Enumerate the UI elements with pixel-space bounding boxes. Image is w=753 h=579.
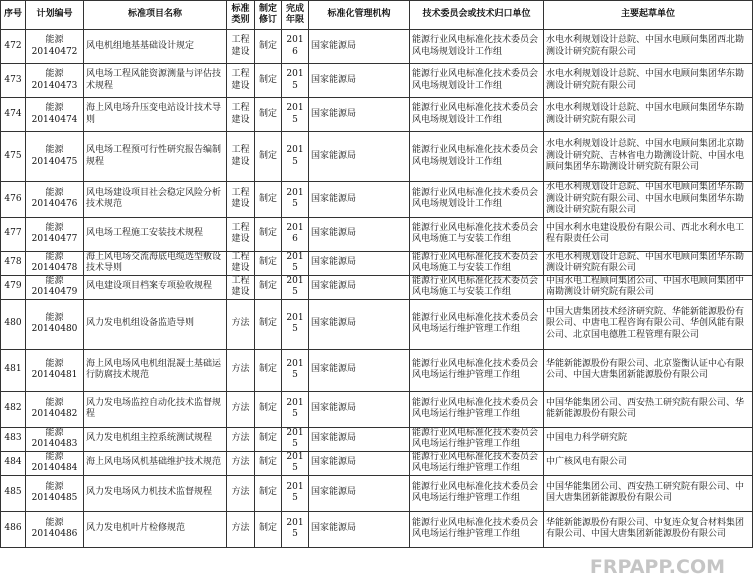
cell-name: 风电场工程风能资源测量与评估技术规程 bbox=[84, 64, 227, 98]
cell-year: 2015 bbox=[282, 299, 309, 349]
plan-number: 20140473 bbox=[31, 80, 78, 91]
cell-org: 国家能源局 bbox=[309, 251, 410, 275]
plan-prefix: 能源 bbox=[45, 187, 64, 198]
cell-plan bbox=[26, 299, 84, 349]
header-rev: 制定修订 bbox=[255, 1, 282, 30]
cell-tc: 能源行业风电标准化技术委员会风电场运行维护管理工作组 bbox=[410, 427, 544, 451]
plan-number: 20140484 bbox=[31, 463, 78, 473]
plan-prefix: 能源 bbox=[45, 517, 64, 528]
cell-drafter: 中国华能集团公司、西安热工研究院有限公司、中国大唐集团新能源股份有限公司 bbox=[544, 475, 753, 511]
cell-no: 475 bbox=[1, 132, 26, 182]
table-row bbox=[1, 98, 753, 132]
table-row bbox=[1, 349, 753, 391]
cell-no: 474 bbox=[1, 98, 26, 132]
cell-type: 方法 bbox=[227, 391, 255, 427]
cell-rev: 制定 bbox=[255, 98, 282, 132]
cell-drafter: 中国水利水电建设股份有限公司、西北水利水电工程有限责任公司 bbox=[544, 217, 753, 251]
cell-type: 方法 bbox=[227, 451, 255, 475]
plan-prefix: 能源 bbox=[45, 397, 64, 408]
cell-rev: 制定 bbox=[255, 132, 282, 182]
cell-year: 2015 bbox=[282, 64, 309, 98]
cell-tc: 能源行业风电标准化技术委员会风电场运行维护管理工作组 bbox=[410, 451, 544, 475]
cell-org: 国家能源局 bbox=[309, 427, 410, 451]
cell-org: 国家能源局 bbox=[309, 511, 410, 547]
cell-name: 风电场工程施工安装技术规程 bbox=[84, 217, 227, 251]
cell-plan bbox=[26, 64, 84, 98]
plan-number: 20140485 bbox=[31, 493, 78, 503]
cell-rev: 制定 bbox=[255, 182, 282, 218]
cell-plan bbox=[26, 427, 84, 451]
cell-type: 工程建设 bbox=[227, 64, 255, 98]
plan-number: 20140481 bbox=[31, 370, 78, 380]
cell-no: 481 bbox=[1, 349, 26, 391]
header-tc: 技术委员会或技术归口单位 bbox=[410, 1, 544, 30]
cell-no: 476 bbox=[1, 182, 26, 218]
cell-name: 风力发电场监控自动化技术监督规程 bbox=[84, 391, 227, 427]
plan-prefix: 能源 bbox=[45, 103, 64, 113]
cell-drafter: 水电水利规划设计总院、中国水电顾问集团华东勘测设计研究院有限公司 bbox=[544, 251, 753, 275]
table-row bbox=[1, 251, 753, 275]
cell-type: 工程建设 bbox=[227, 30, 255, 64]
cell-drafter: 中国水电工程顾问集团公司、中国水电顾问集团中南勘测设计研究院有限公司 bbox=[544, 275, 753, 299]
cell-no: 478 bbox=[1, 251, 26, 275]
cell-type: 工程建设 bbox=[227, 217, 255, 251]
table-row bbox=[1, 275, 753, 299]
cell-year: 2015 bbox=[282, 132, 309, 182]
cell-drafter: 水电水利规划设计总院、中国水电顾问集团华东勘测设计研究院有限公司、中国水电顾问集团华东勘测设计研究院有限公司 bbox=[544, 182, 753, 218]
plan-prefix: 能源 bbox=[45, 251, 64, 262]
plan-prefix: 能源 bbox=[45, 481, 64, 492]
cell-no: 482 bbox=[1, 391, 26, 427]
cell-type: 方法 bbox=[227, 299, 255, 349]
header-type: 标准类别 bbox=[227, 1, 255, 30]
plan-number: 20140486 bbox=[31, 529, 78, 539]
cell-name: 海上风电场交流海底电缆选型敷设技术导则 bbox=[84, 251, 227, 275]
cell-year: 2015 bbox=[282, 98, 309, 132]
header-no: 序号 bbox=[1, 1, 26, 30]
cell-no: 483 bbox=[1, 427, 26, 451]
cell-org: 国家能源局 bbox=[309, 299, 410, 349]
plan-prefix: 能源 bbox=[45, 358, 64, 369]
cell-rev: 制定 bbox=[255, 275, 282, 299]
cell-plan bbox=[26, 391, 84, 427]
table-row bbox=[1, 132, 753, 182]
cell-org: 国家能源局 bbox=[309, 98, 410, 132]
cell-no: 486 bbox=[1, 511, 26, 547]
cell-name: 海上风电场升压变电站设计技术导则 bbox=[84, 98, 227, 132]
cell-plan bbox=[26, 251, 84, 275]
cell-rev: 制定 bbox=[255, 30, 282, 64]
cell-name: 风力发电机叶片检修规范 bbox=[84, 511, 227, 547]
plan-number: 20140477 bbox=[31, 234, 78, 244]
cell-drafter: 水电水利规划设计总院、中国水电顾问集团北京勘测设计研究院、吉林省电力勘测设计院、中国水电顾问集团华东勘测设计研究院有限公司 bbox=[544, 132, 753, 182]
table-row bbox=[1, 217, 753, 251]
cell-tc: 能源行业风电标准化技术委员会风电场规划设计工作组 bbox=[410, 30, 544, 64]
cell-drafter: 华能新能源股份有限公司、中复连众复合材料集团有限公司、中国大唐集团新能源股份有限公司 bbox=[544, 511, 753, 547]
cell-org: 国家能源局 bbox=[309, 275, 410, 299]
cell-name: 风电场工程预可行性研究报告编制规程 bbox=[84, 132, 227, 182]
cell-rev: 制定 bbox=[255, 299, 282, 349]
cell-tc: 能源行业风电标准化技术委员会风电场运行维护管理工作组 bbox=[410, 475, 544, 511]
cell-year: 2015 bbox=[282, 182, 309, 218]
cell-name: 海上风电场风机基础维护技术规范 bbox=[84, 451, 227, 475]
plan-number: 20140474 bbox=[31, 114, 78, 125]
table-row bbox=[1, 299, 753, 349]
cell-name: 风力发电机组设备监造导则 bbox=[84, 299, 227, 349]
cell-type: 工程建设 bbox=[227, 251, 255, 275]
cell-drafter: 华能新能源股份有限公司、北京鉴衡认证中心有限公司、中国大唐集团新能源股份有限公司 bbox=[544, 349, 753, 391]
cell-drafter: 中国华能集团公司、西安热工研究院有限公司、华能新能源股份有限公司 bbox=[544, 391, 753, 427]
plan-number: 20140478 bbox=[31, 263, 78, 273]
cell-name: 海上风电场风电机组混凝土基础运行防腐技术规范 bbox=[84, 349, 227, 391]
cell-name: 风力发电机组主控系统测试规程 bbox=[84, 427, 227, 451]
cell-plan bbox=[26, 182, 84, 218]
cell-no: 473 bbox=[1, 64, 26, 98]
cell-rev: 制定 bbox=[255, 349, 282, 391]
plan-prefix: 能源 bbox=[45, 69, 64, 79]
cell-rev: 制定 bbox=[255, 391, 282, 427]
header-year: 完成年限 bbox=[282, 1, 309, 30]
cell-type: 工程建设 bbox=[227, 275, 255, 299]
cell-year: 2015 bbox=[282, 451, 309, 475]
cell-tc: 能源行业风电标准化技术委员会风电场规划设计工作组 bbox=[410, 64, 544, 98]
cell-drafter: 中国电力科学研究院 bbox=[544, 427, 753, 451]
cell-plan bbox=[26, 451, 84, 475]
cell-drafter: 水电水利规划设计总院、中国水电顾问集团西北勘测设计研究院有限公司 bbox=[544, 30, 753, 64]
plan-number: 20140483 bbox=[31, 439, 78, 449]
cell-drafter: 中国大唐集团技术经济研究院、华能新能源股份有限公司、中唐电工程咨询有限公司、华创风能有限公司、北京国电德胜工程管理有限公司 bbox=[544, 299, 753, 349]
cell-no: 484 bbox=[1, 451, 26, 475]
table-row bbox=[1, 475, 753, 511]
cell-org: 国家能源局 bbox=[309, 391, 410, 427]
cell-plan bbox=[26, 475, 84, 511]
cell-plan bbox=[26, 132, 84, 182]
cell-name: 风电建设项目档案专项验收规程 bbox=[84, 275, 227, 299]
cell-rev: 制定 bbox=[255, 475, 282, 511]
cell-year: 2016 bbox=[282, 30, 309, 64]
header-org: 标准化管理机构 bbox=[309, 1, 410, 30]
cell-org: 国家能源局 bbox=[309, 475, 410, 511]
table-row bbox=[1, 391, 753, 427]
cell-type: 方法 bbox=[227, 349, 255, 391]
cell-tc: 能源行业风电标准化技术委员会风电场施工与安装工作组 bbox=[410, 217, 544, 251]
table-row bbox=[1, 511, 753, 547]
cell-org: 国家能源局 bbox=[309, 182, 410, 218]
cell-org: 国家能源局 bbox=[309, 132, 410, 182]
table-row bbox=[1, 451, 753, 475]
cell-plan bbox=[26, 217, 84, 251]
cell-org: 国家能源局 bbox=[309, 64, 410, 98]
cell-plan bbox=[26, 511, 84, 547]
cell-rev: 制定 bbox=[255, 511, 282, 547]
cell-type: 工程建设 bbox=[227, 132, 255, 182]
plan-prefix: 能源 bbox=[45, 275, 64, 286]
cell-no: 477 bbox=[1, 217, 26, 251]
header-drafter: 主要起草单位 bbox=[544, 1, 753, 30]
cell-tc: 能源行业风电标准化技术委员会风电场运行维护管理工作组 bbox=[410, 511, 544, 547]
cell-tc: 能源行业风电标准化技术委员会风电场运行维护管理工作组 bbox=[410, 391, 544, 427]
watermark: FRPAPP.COM bbox=[589, 556, 725, 578]
cell-year: 2016 bbox=[282, 217, 309, 251]
cell-plan bbox=[26, 30, 84, 64]
cell-year: 2015 bbox=[282, 511, 309, 547]
cell-type: 方法 bbox=[227, 427, 255, 451]
cell-plan bbox=[26, 275, 84, 299]
cell-rev: 制定 bbox=[255, 451, 282, 475]
cell-org: 国家能源局 bbox=[309, 217, 410, 251]
cell-tc: 能源行业风电标准化技术委员会风电场施工与安装工作组 bbox=[410, 251, 544, 275]
cell-tc: 能源行业风电标准化技术委员会风电场规划设计工作组 bbox=[410, 98, 544, 132]
table-row bbox=[1, 30, 753, 64]
plan-prefix: 能源 bbox=[45, 312, 64, 323]
plan-prefix: 能源 bbox=[45, 222, 64, 233]
cell-no: 480 bbox=[1, 299, 26, 349]
plan-prefix: 能源 bbox=[45, 145, 64, 155]
cell-no: 485 bbox=[1, 475, 26, 511]
cell-tc: 能源行业风电标准化技术委员会风电场规划设计工作组 bbox=[410, 182, 544, 218]
cell-year: 2015 bbox=[282, 275, 309, 299]
cell-plan bbox=[26, 349, 84, 391]
cell-name: 风电场建设项目社会稳定风险分析技术规范 bbox=[84, 182, 227, 218]
cell-tc: 能源行业风电标准化技术委员会风电场运行维护管理工作组 bbox=[410, 299, 544, 349]
table-row bbox=[1, 64, 753, 98]
cell-type: 工程建设 bbox=[227, 182, 255, 218]
cell-rev: 制定 bbox=[255, 64, 282, 98]
cell-tc: 能源行业风电标准化技术委员会风电场施工与安装工作组 bbox=[410, 275, 544, 299]
cell-rev: 制定 bbox=[255, 217, 282, 251]
table-row bbox=[1, 182, 753, 218]
cell-org: 国家能源局 bbox=[309, 349, 410, 391]
cell-year: 2015 bbox=[282, 251, 309, 275]
cell-year: 2015 bbox=[282, 475, 309, 511]
plan-number: 20140475 bbox=[31, 156, 78, 167]
cell-name: 风力发电场风力机技术监督规程 bbox=[84, 475, 227, 511]
header-plan: 计划编号 bbox=[26, 1, 84, 30]
plan-prefix: 能源 bbox=[45, 427, 64, 438]
cell-drafter: 水电水利规划设计总院、中国水电顾问集团华东勘测设计研究院有限公司 bbox=[544, 64, 753, 98]
cell-year: 2015 bbox=[282, 349, 309, 391]
cell-type: 方法 bbox=[227, 475, 255, 511]
plan-number: 20140472 bbox=[31, 46, 78, 57]
cell-tc: 能源行业风电标准化技术委员会风电场规划设计工作组 bbox=[410, 132, 544, 182]
cell-tc: 能源行业风电标准化技术委员会风电场运行维护管理工作组 bbox=[410, 349, 544, 391]
plan-number: 20140482 bbox=[31, 409, 78, 419]
cell-drafter: 水电水利规划设计总院、中国水电顾问集团华东勘测设计研究院有限公司 bbox=[544, 98, 753, 132]
cell-type: 工程建设 bbox=[227, 98, 255, 132]
cell-no: 472 bbox=[1, 30, 26, 64]
cell-rev: 制定 bbox=[255, 251, 282, 275]
plan-prefix: 能源 bbox=[45, 35, 64, 45]
plan-number: 20140479 bbox=[31, 287, 78, 297]
cell-plan bbox=[26, 98, 84, 132]
cell-no: 479 bbox=[1, 275, 26, 299]
cell-year: 2015 bbox=[282, 391, 309, 427]
cell-drafter: 中广核风电有限公司 bbox=[544, 451, 753, 475]
cell-org: 国家能源局 bbox=[309, 451, 410, 475]
cell-rev: 制定 bbox=[255, 427, 282, 451]
plan-prefix: 能源 bbox=[45, 451, 64, 462]
cell-name: 风电机组地基基础设计规定 bbox=[84, 30, 227, 64]
table-row bbox=[1, 427, 753, 451]
cell-year: 2015 bbox=[282, 427, 309, 451]
header-name: 标准项目名称 bbox=[84, 1, 227, 30]
cell-type: 方法 bbox=[227, 511, 255, 547]
plan-number: 20140480 bbox=[31, 324, 78, 334]
plan-number: 20140476 bbox=[31, 199, 78, 210]
header-row bbox=[1, 1, 753, 30]
cell-org: 国家能源局 bbox=[309, 30, 410, 64]
